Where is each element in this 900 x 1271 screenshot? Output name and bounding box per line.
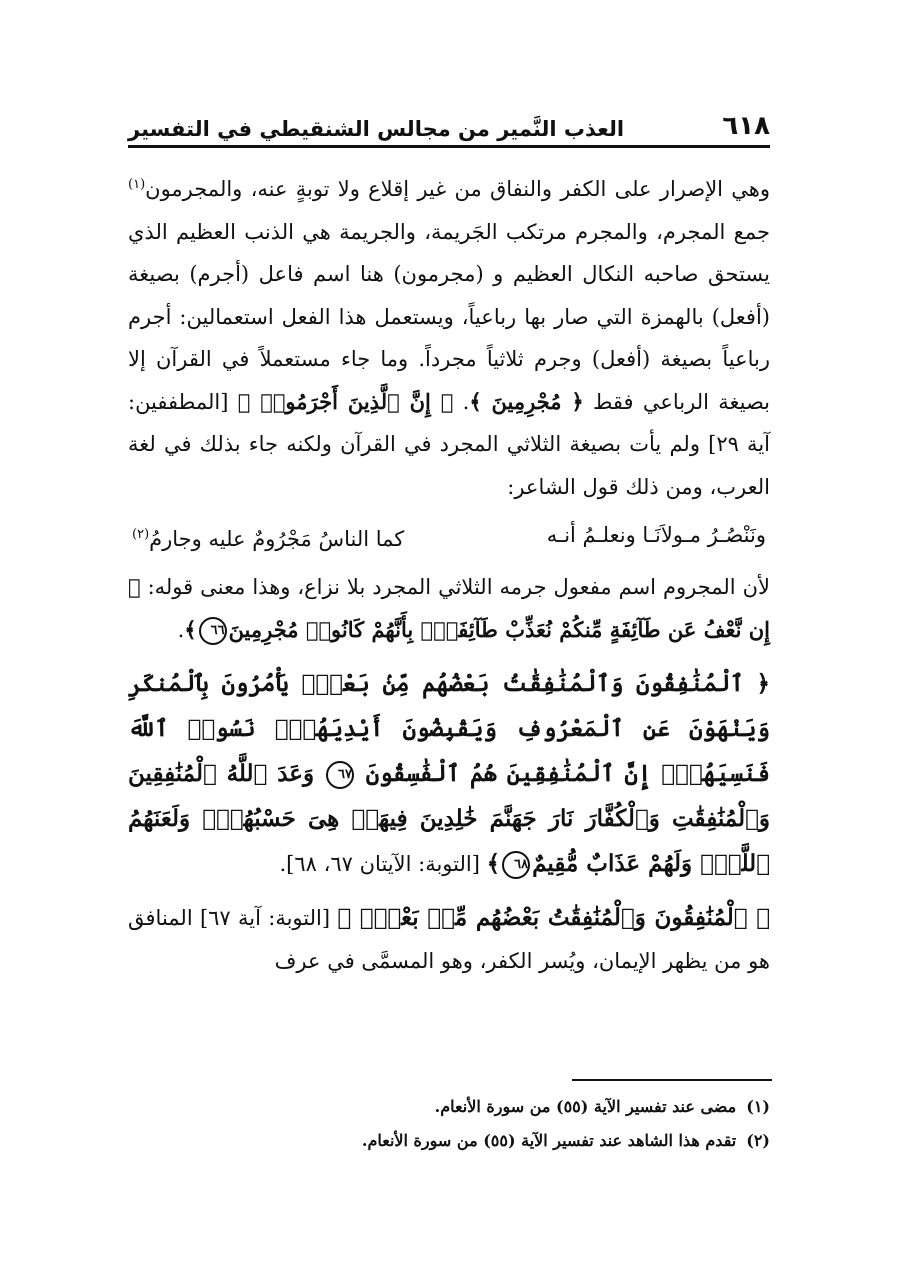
- running-title: العذب النَّمير من مجالس الشنقيطي في التفسير: [128, 117, 625, 141]
- quran-text: ﴿ إِن نَّعْفُ عَن طَآئِفَةٍ مِّنكُمْ نُعَذِّبْ طَآئِفَةًۢ بِأَنَّهُمْ كَانُوا۟ مُجْرِمِينَ: [128, 574, 770, 642]
- quran-reference: [التوبة: الآيتان ٦٧، ٦٨].: [279, 852, 487, 876]
- footnote-ref: (١): [128, 177, 146, 192]
- footnotes: [128, 1090, 770, 1158]
- text-segment: [المطففين: آية ٢٩] ولم يأت بصيغة الثلاثي المجرد في القرآن ولكنه جاء بذلك في لغة العرب، ومن ذلك قول الشاعر:: [128, 389, 770, 499]
- footnote-divider: [572, 1079, 772, 1081]
- quran-close: ﴾: [184, 616, 197, 642]
- quran-quote: ﴿ ٱلْمُنَٰفِقُونَ وَٱلْمُنَٰفِقَٰتُ بَعْضُهُم مِّنۢ بَعْضٍۚ ﴾: [337, 904, 770, 931]
- verse-second-hemistich: [132, 514, 404, 560]
- quran-quote: ﴿ إِنَّ ٱلَّذِينَ أَجْرَمُوا۟ ﴾: [237, 388, 454, 414]
- paragraph-munafiq: [128, 897, 770, 982]
- spacer: [128, 651, 770, 661]
- verse-text: كما الناسُ مَجْرُومٌ عليه وجارمُ: [149, 527, 405, 551]
- text-segment: .: [453, 389, 470, 414]
- text-segment: .: [177, 617, 185, 642]
- ayah-number-marker: ٦٦: [199, 617, 227, 645]
- footnote-item: [128, 1090, 770, 1124]
- footnote-text: تقدم هذا الشاهد عند تفسير الآية (٥٥) من سورة الأنعام.: [361, 1131, 737, 1150]
- quran-text: وَعَدَ ٱللَّهُ ٱلْمُنَٰفِقِينَ وَٱلْمُنَٰفِقَٰتِ وَٱلْكُفَّارَ نَارَ جَهَنَّمَ خَٰلِدِينَ فِيهَاۚ هِىَ حَسْبُهُمْۚ وَلَعَنَهُمُ ٱللَّهُۖ وَلَهُمْ عَذَابٌ مُّقِيمٌ: [128, 760, 770, 877]
- ayah-number-marker: ٦٧: [326, 761, 354, 789]
- text-segment: وهي الإصرار على الكفر والنفاق من غير إقلاع ولا توبةٍ عنه، والمجرمون: [145, 177, 770, 201]
- paragraph-majrum: [128, 566, 770, 651]
- text-segment: جمع المجرم، والمجرم مرتكب الجَريمة، والجريمة هي الذنب العظيم الذي يستحق صاحبه النكال العظيم و (مجرمون) هنا اسم فاعل (أجرم) بصيغة (أفعل) بالهمزة التي صار بها رباعياً، ويستعمل هذا الفعل استعمالين: أجرم رباعياً بصيغة (أفعل) وجرم ثلاثياً مجرداً. وما جاء مستعملاً في القرآن إلا بصيغة الرباعي فقط: [128, 219, 771, 414]
- footnote-text: مضى عند تفسير الآية (٥٥) من سورة الأنعام.: [434, 1097, 737, 1116]
- text-segment: لأن المجروم اسم مفعول جرمه الثلاثي المجرد بلا نزاع، وهذا معنى قوله:: [140, 575, 770, 599]
- footnote-ref: (٢): [132, 527, 150, 542]
- spacer: [128, 887, 770, 897]
- footnote-item: [128, 1124, 770, 1158]
- quran-text: ﴿ ٱلْمُنَٰفِقُونَ وَٱلْمُنَٰفِقَٰتُ بَعْضُهُم مِّنۢ بَعْضٍۚ يَأْمُرُونَ بِٱلْمُنكَرِ وَيَنْهَوْنَ عَنِ ٱلْمَعْرُوفِ وَيَقْبِضُونَ أَيْدِيَهُمْۚ نَسُوا۟ ٱللَّهَ فَنَسِيَهُمْۚ إِنَّ ٱلْمُنَٰفِقِينَ هُمُ ٱلْفَٰسِقُونَ: [128, 670, 770, 787]
- main-text: [128, 168, 770, 982]
- paragraph-mujrimun: [128, 168, 770, 508]
- page-number: ٦١٨: [722, 111, 770, 141]
- quran-close: ﴾: [486, 850, 501, 877]
- ayah-number-marker: ٦٨: [502, 851, 530, 879]
- footnote-number: (١): [746, 1097, 770, 1116]
- footnote-number: (٢): [746, 1131, 770, 1150]
- page-header: [128, 104, 770, 148]
- verse-first-hemistich: ونَنْصُـرُ مـولاَنَـا ونعلـمُ أنـه: [546, 523, 766, 547]
- quran-quote: ﴿ مُجْرِمِينَ ﴾: [469, 388, 584, 414]
- text-segment: [التوبة: آية ٦٧] المنافق هو من يظهر الإيمان، ويُسر الكفر، وهو المسمَّى في عرف: [128, 906, 770, 973]
- poetry-verse: [128, 514, 770, 560]
- quran-passage-tawbah: [128, 661, 770, 887]
